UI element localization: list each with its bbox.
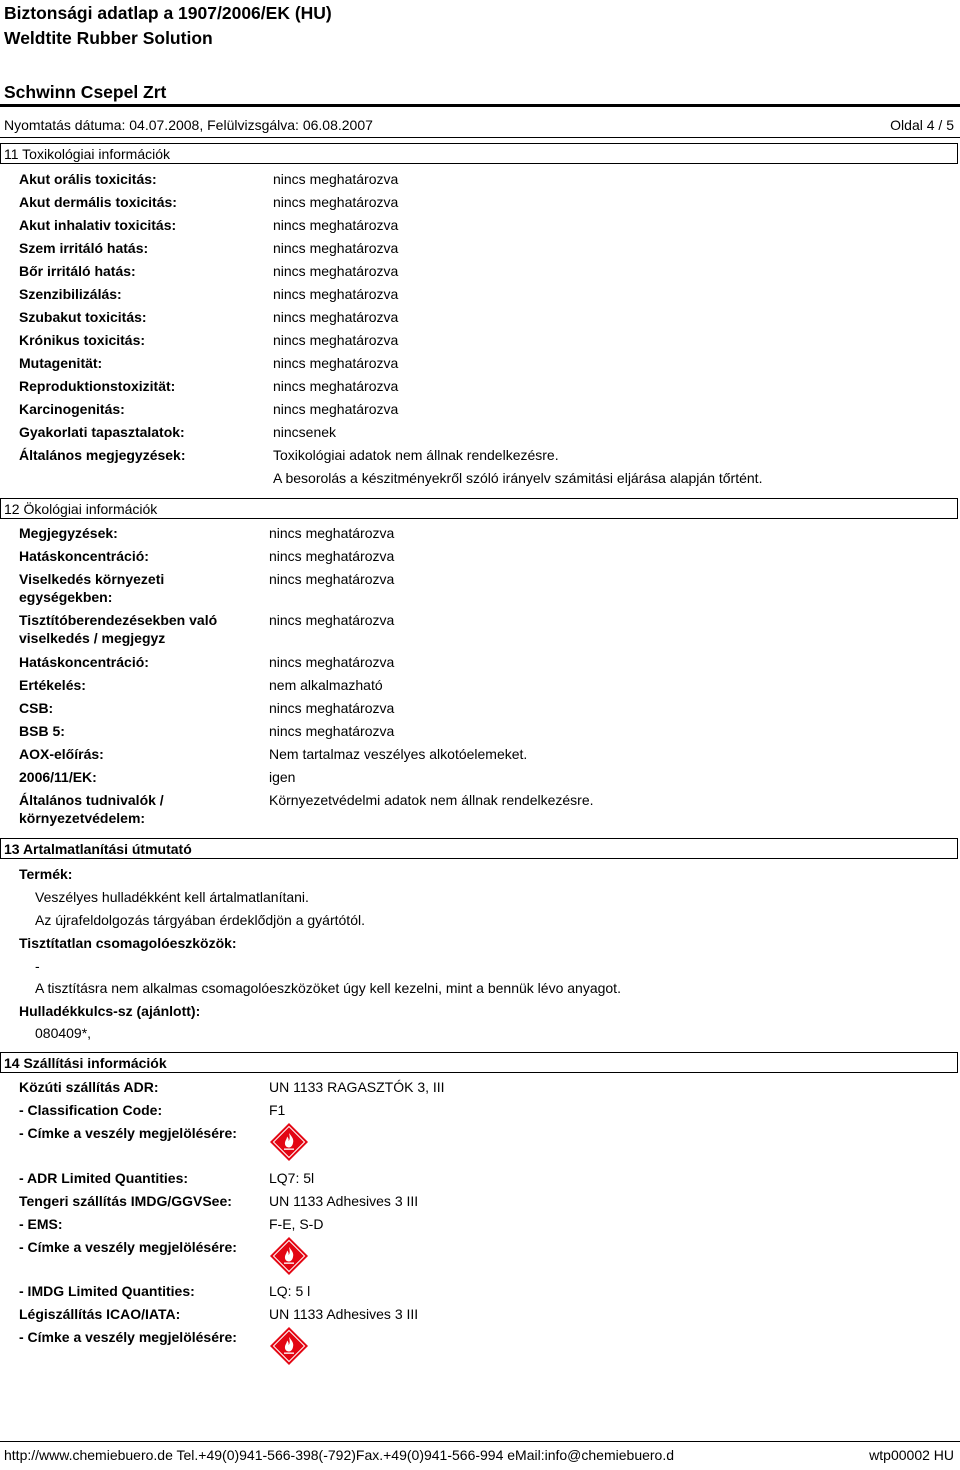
row-label: Megjegyzések: xyxy=(19,525,118,541)
row-label: 2006/11/EK: xyxy=(19,769,97,785)
row-value: igen xyxy=(269,769,296,785)
packaging-dash: - xyxy=(35,958,40,974)
product-name: Weldtite Rubber Solution xyxy=(4,28,213,48)
row-label: Szenzibilizálás: xyxy=(19,286,122,302)
product-disposal-text: Veszélyes hulladékként kell ártalmatlanítani. xyxy=(35,889,309,905)
header-divider xyxy=(0,104,960,107)
row-label: BSB 5: xyxy=(19,723,65,739)
row-value: nincs meghatározva xyxy=(269,723,395,739)
row-value: nincs meghatározva xyxy=(273,194,399,210)
row-label: Karcinogenitás: xyxy=(19,401,125,417)
row-label: Akut orális toxicitás: xyxy=(19,171,157,187)
row-value: nincs meghatározva xyxy=(273,332,399,348)
row-value: nincs meghatározva xyxy=(273,355,399,371)
row-value: nincs meghatározva xyxy=(273,263,399,279)
flammable-diamond-icon xyxy=(269,1326,309,1366)
row-value: nincs meghatározva xyxy=(273,378,399,394)
row-value: nincsenek xyxy=(273,424,337,440)
icao-label: Légiszállítás ICAO/IATA: xyxy=(19,1306,181,1322)
adr-value: UN 1133 RAGASZTÓK 3, III xyxy=(269,1079,445,1095)
print-date: Nyomtatás dátuma: 04.07.2008, Felülvizsgálva: 06.08.2007 xyxy=(4,117,373,133)
row-label: Akut dermális toxicitás: xyxy=(19,194,177,210)
document-title: Biztonsági adatlap a 1907/2006/EK (HU) xyxy=(4,3,332,23)
row-label: Hatáskoncentráció: xyxy=(19,548,149,564)
row-label: Általános tudnivalók / környezetvédelem: xyxy=(19,792,164,826)
ems-label: - EMS: xyxy=(19,1216,63,1232)
print-info xyxy=(4,116,954,134)
section-12-heading: 12 Ökológiai információk xyxy=(0,498,183,519)
row-value: nincs meghatározva xyxy=(269,525,395,541)
adr-lq-label: - ADR Limited Quantities: xyxy=(19,1170,189,1186)
row-label: Tisztítóberendezésekben való viselkedés / megjegyz xyxy=(19,612,218,646)
row-value: nincs meghatározva xyxy=(273,401,399,417)
hazard-label-caption: - Címke a veszély megjelölésére: xyxy=(19,1329,237,1345)
row-value: nem alkalmazható xyxy=(269,677,383,693)
product-recycling-text: Az újrafeldolgozás tárgyában érdeklődjön a gyártótól. xyxy=(35,912,365,928)
row-label: AOX-előírás: xyxy=(19,746,104,762)
row-value: nincs meghatározva xyxy=(269,700,395,716)
row-value: nincs meghatározva xyxy=(273,171,399,187)
page-footer xyxy=(0,1441,960,1470)
row-value: nincs meghatározva xyxy=(273,286,399,302)
row-value: nincs meghatározva xyxy=(273,240,399,256)
imdg-value: UN 1133 Adhesives 3 III xyxy=(269,1193,419,1209)
row-label: Reproduktionstoxizität: xyxy=(19,378,176,394)
classification-note: A besorolás a készitményekről szóló irányelv számitási eljárása alapján tőrtént. xyxy=(273,470,763,486)
adr-lq-value: LQ7: 5l xyxy=(269,1170,315,1186)
classification-code-value: F1 xyxy=(269,1102,286,1118)
imdg-label: Tengeri szállítás IMDG/GGVSee: xyxy=(19,1193,232,1209)
row-label: Krónikus toxicitás: xyxy=(19,332,146,348)
section-13-heading: 13 Artalmatlanítási útmutató xyxy=(0,838,958,859)
meta-divider xyxy=(0,137,960,138)
row-label: Viselkedés környezeti egységekben: xyxy=(19,571,165,605)
section-11-heading: 11 Toxikológiai információk xyxy=(0,143,958,164)
product-label: Termék: xyxy=(19,866,73,882)
row-value: nincs meghatározva xyxy=(269,654,395,670)
classification-code-label: - Classification Code: xyxy=(19,1102,163,1118)
row-value: Nem tartalmaz veszélyes alkotóelemeket. xyxy=(269,746,528,762)
footer-contact: http://www.chemiebuero.de Tel.+49(0)941-566-398(-792)Fax.+49(0)941-566-994 eMail:info@chemiebuero.d xyxy=(4,1447,675,1463)
row-label: Szem irritáló hatás: xyxy=(19,240,149,256)
imdg-lq-label: - IMDG Limited Quantities: xyxy=(19,1283,195,1299)
row-value: nincs meghatározva xyxy=(273,309,399,325)
row-value: nincs meghatározva xyxy=(269,548,395,564)
footer-doc-code: wtp00002 HU xyxy=(869,1447,954,1463)
row-value: Toxikológiai adatok nem állnak rendelkezésre. xyxy=(273,447,559,463)
ems-value: F-E, S-D xyxy=(269,1216,324,1232)
hazard-label-caption: - Címke a veszély megjelölésére: xyxy=(19,1125,237,1141)
row-label: Akut inhalativ toxicitás: xyxy=(19,217,177,233)
adr-label: Közúti szállítás ADR: xyxy=(19,1079,159,1095)
icao-value: UN 1133 Adhesives 3 III xyxy=(269,1306,419,1322)
hazard-label-caption: - Címke a veszély megjelölésére: xyxy=(19,1239,237,1255)
row-label: Hatáskoncentráció: xyxy=(19,654,149,670)
company-name: Schwinn Csepel Zrt xyxy=(4,82,167,102)
flammable-diamond-icon xyxy=(269,1236,309,1276)
row-value: nincs meghatározva xyxy=(269,612,395,628)
packaging-text: A tisztításra nem alkalmas csomagolóeszközöket úgy kell kezelni, mint a bennük lévo anyagot. xyxy=(35,980,621,996)
row-label: Általános megjegyzések: xyxy=(19,447,186,463)
page-number: Oldal 4 / 5 xyxy=(890,117,954,133)
flammable-diamond-icon xyxy=(269,1122,309,1162)
row-label: Bőr irritáló hatás: xyxy=(19,263,136,279)
row-value: nincs meghatározva xyxy=(269,571,395,587)
row-value: Környezetvédelmi adatok nem állnak rendelkezésre. xyxy=(269,792,594,808)
row-label: CSB: xyxy=(19,700,54,716)
row-label: Ertékelés: xyxy=(19,677,86,693)
waste-code-value: 080409*, xyxy=(35,1025,92,1041)
packaging-label: Tisztítatlan csomagolóeszközök: xyxy=(19,935,237,951)
waste-code-label: Hulladékkulcs-sz (ajánlott): xyxy=(19,1003,201,1019)
row-label: Mutagenität: xyxy=(19,355,103,371)
row-value: nincs meghatározva xyxy=(273,217,399,233)
row-label: Gyakorlati tapasztalatok: xyxy=(19,424,185,440)
imdg-lq-value: LQ: 5 l xyxy=(269,1283,311,1299)
row-label: Szubakut toxicitás: xyxy=(19,309,147,325)
section-14-heading: 14 Szállítási információk xyxy=(0,1052,958,1073)
